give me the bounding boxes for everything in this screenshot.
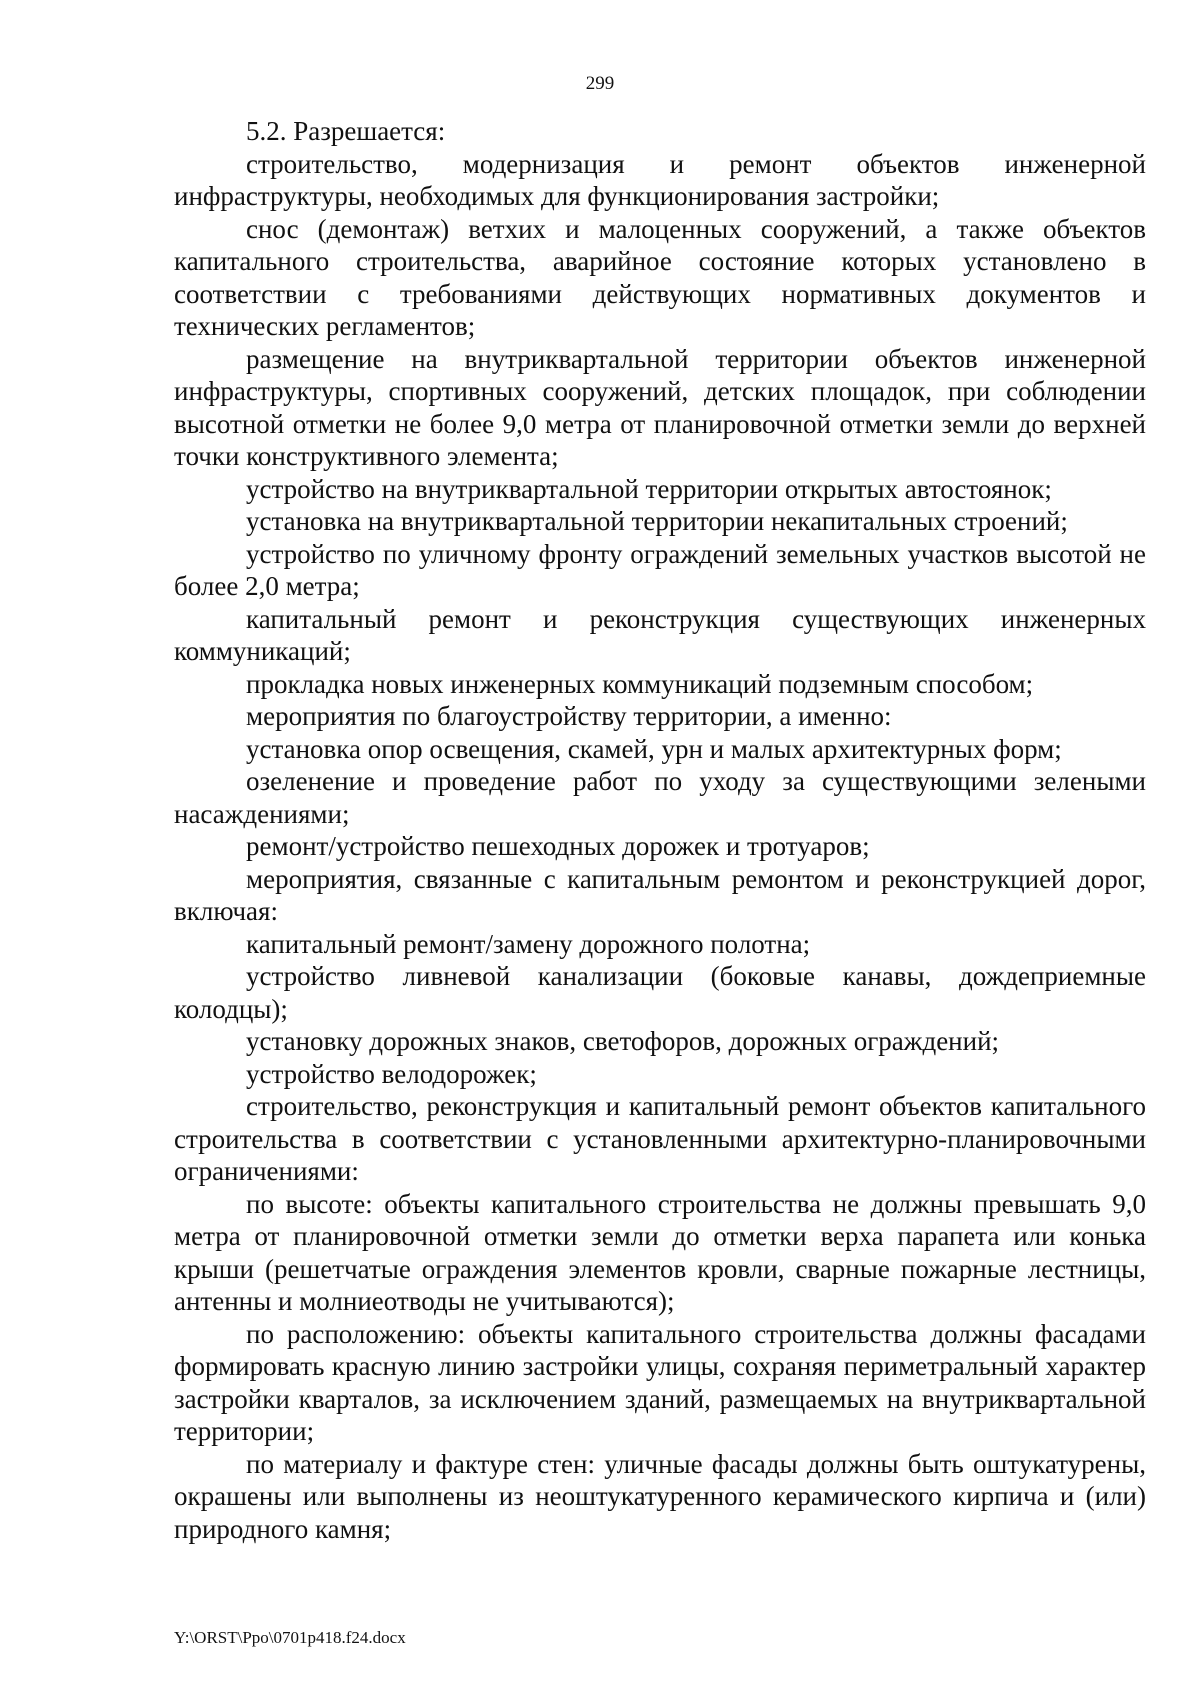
footer-file-path: Y:\ORST\Ppo\0701p418.f24.docx: [174, 1628, 406, 1647]
paragraph: озеленение и проведение работ по уходу за существующими зелеными насаждениями;: [174, 766, 1146, 829]
paragraph: устройство на внутриквартальной территории открытых автостоянок;: [246, 473, 1052, 504]
paragraph: устройство велодорожек;: [246, 1058, 537, 1089]
paragraph: по высоте: объекты капитального строительства не должны превышать 9,0 метра от планировочной отметки земли до отметки верха парапета или конька крыши (решетчатые ограждения элементов кровли, сварные пожарные лестницы, антенны и молниеотводы не учитываются);: [174, 1188, 1146, 1316]
paragraph: устройство по уличному фронту ограждений земельных участков высотой не более 2,0 метра;: [174, 538, 1146, 601]
paragraph: по расположению: объекты капитального строительства должны фасадами формировать красную линию застройки улицы, сохраняя периметральный характер застройки кварталов, за исключением зданий, размещаемых на внутриквартальной территории;: [174, 1318, 1146, 1446]
paragraph: снос (демонтаж) ветхих и малоценных сооружений, а также объектов капитального строительства, аварийное состояние которых установлено в соответствии с требованиями действующих нормативных документов и технических регламентов;: [174, 213, 1146, 341]
paragraph: установку дорожных знаков, светофоров, дорожных ограждений;: [246, 1026, 1000, 1056]
paragraph: устройство ливневой канализации (боковые канавы, дождеприемные колодцы);: [174, 961, 1146, 1024]
paragraph: установка на внутриквартальной территории некапитальных строений;: [246, 506, 1068, 536]
section-heading: 5.2. Разрешается:: [246, 116, 446, 146]
paragraph: размещение на внутриквартальной территории объектов инженерной инфраструктуры, спортивных сооружений, детских площадок, при соблюдении высотной отметки не более 9,0 метра от планировочной отметки земли до верхней точки конструктивного элемента;: [174, 343, 1146, 471]
page-number: 299: [585, 73, 615, 94]
document-body: [174, 115, 1146, 1545]
paragraph: установка опор освещения, скамей, урн и малых архитектурных форм;: [246, 733, 1062, 764]
paragraph: мероприятия, связанные с капитальным ремонтом и реконструкцией дорог, включая:: [174, 863, 1146, 926]
paragraph: мероприятия по благоустройству территории, а именно:: [246, 701, 892, 731]
paragraph: ремонт/устройство пешеходных дорожек и тротуаров;: [246, 831, 870, 861]
paragraph: по материалу и фактуре стен: уличные фасады должны быть оштукатурены, окрашены или выполнены из неоштукатуренного керамического кирпича и (или) природного камня;: [174, 1448, 1146, 1544]
paragraph: строительство, модернизация и ремонт объектов инженерной инфраструктуры, необходимых для функционирования застройки;: [174, 148, 1146, 211]
paragraph: капитальный ремонт и реконструкция существующих инженерных коммуникаций;: [174, 603, 1146, 666]
paragraph: капитальный ремонт/замену дорожного полотна;: [246, 928, 811, 959]
paragraph: строительство, реконструкция и капитальный ремонт объектов капитального строительства в соответствии с установленными архитектурно-планировочными ограничениями:: [174, 1091, 1146, 1186]
paragraph: прокладка новых инженерных коммуникаций подземным способом;: [246, 668, 1034, 699]
